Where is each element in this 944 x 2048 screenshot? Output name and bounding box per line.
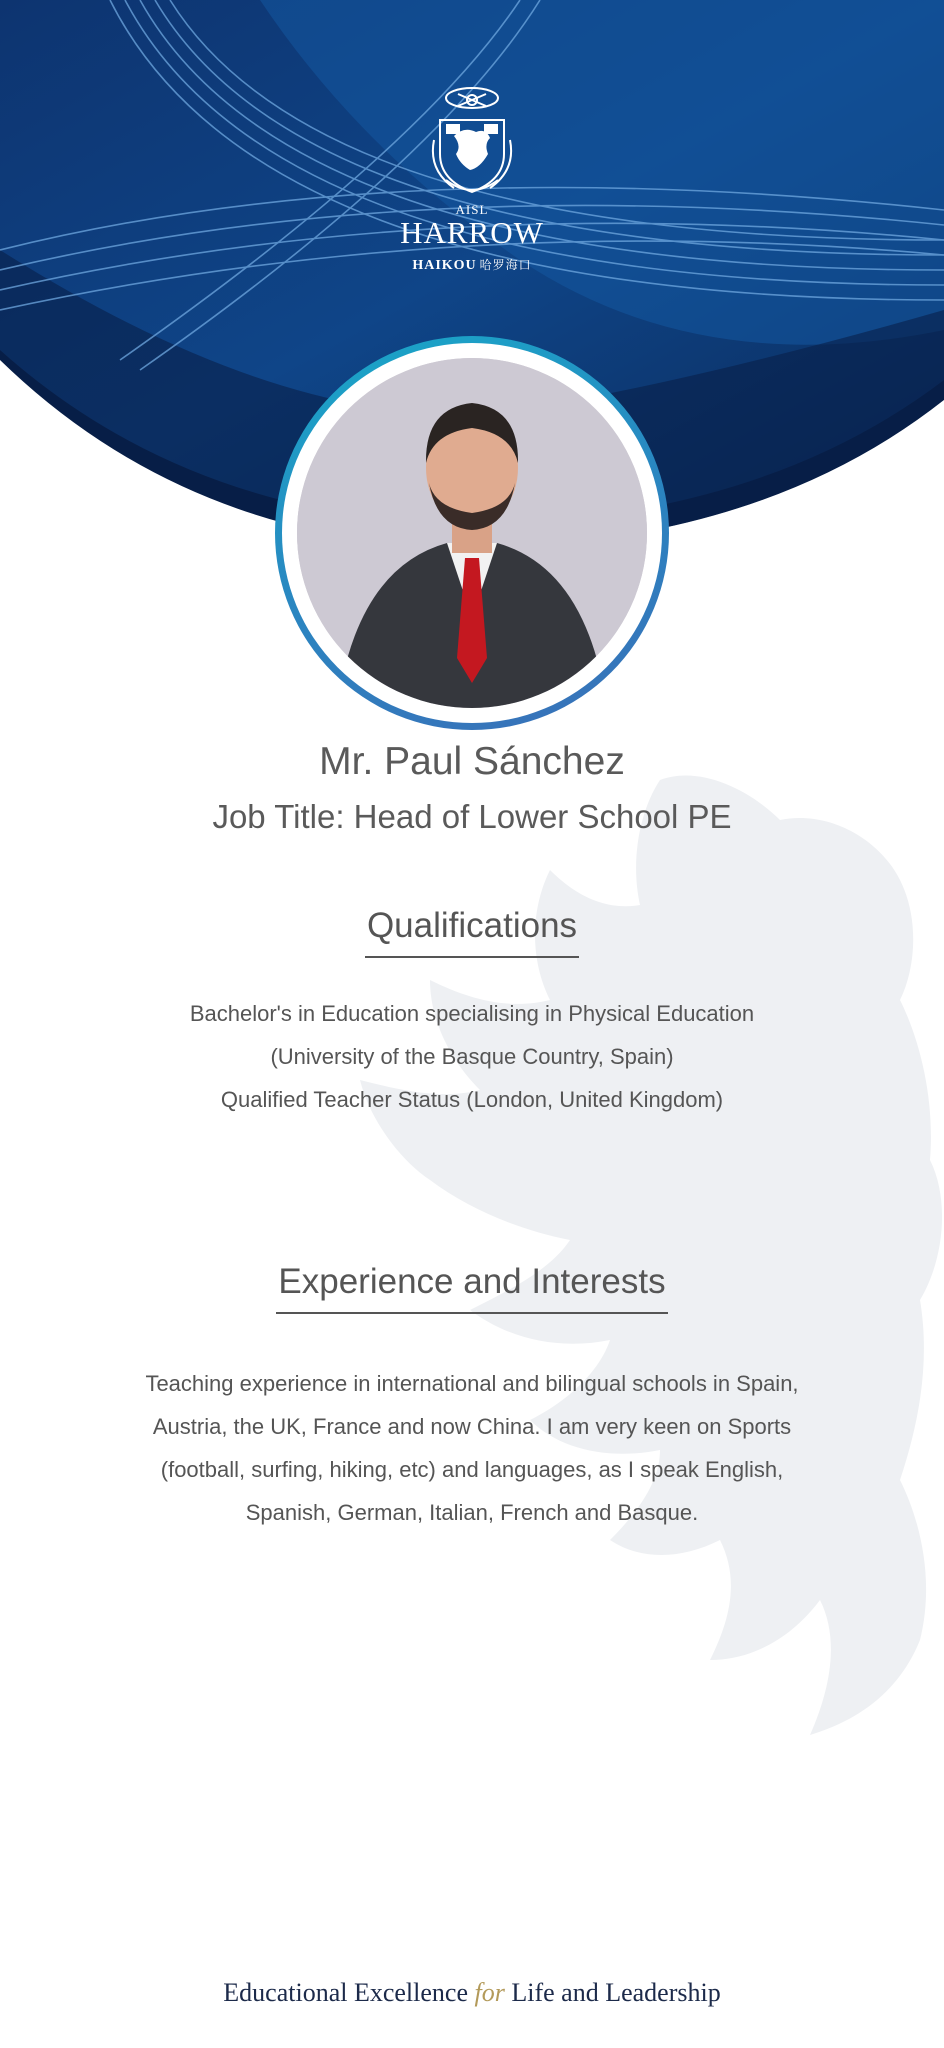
tagline-part2: Life and Leadership [511, 1978, 721, 2007]
qualifications-heading-text: Qualifications [365, 906, 579, 958]
job-title: Job Title: Head of Lower School PE [212, 798, 732, 835]
crest-icon [424, 80, 520, 200]
person-name: Mr. Paul Sánchez [319, 740, 625, 783]
school-logo [372, 80, 572, 290]
qualifications-list [100, 992, 844, 1121]
qualification-item: (University of the Basque Country, Spain) [270, 1044, 674, 1069]
logo-haikou-chinese: 哈罗海口 [479, 258, 532, 272]
tagline-for: for [474, 1978, 505, 2007]
experience-text: Teaching experience in international and bilingual schools in Spain, Austria, the UK, France and now China. I am very keen on Sports (football, surfing, hiking, etc) and languages, as I speak English, Spanish, German, Italian, French and Basque. [145, 1371, 799, 1525]
experience-heading [0, 1262, 944, 1314]
logo-harrow: HARROW [400, 215, 544, 250]
logo-haikou-latin: HAIKOU [412, 258, 477, 273]
avatar [275, 336, 669, 730]
logo-haikou [372, 256, 572, 274]
qualification-item: Qualified Teacher Status (London, United Kingdom) [220, 1087, 724, 1112]
tagline-part1: Educational Excellence [223, 1978, 468, 2007]
footer-tagline [0, 1978, 944, 2008]
profile-photo [297, 358, 647, 708]
experience-heading-text: Experience and Interests [276, 1262, 667, 1314]
qualifications-heading [0, 906, 944, 958]
logo-aisl: AISL [455, 202, 489, 217]
qualification-item: Bachelor's in Education specialising in Physical Education [189, 1001, 755, 1026]
